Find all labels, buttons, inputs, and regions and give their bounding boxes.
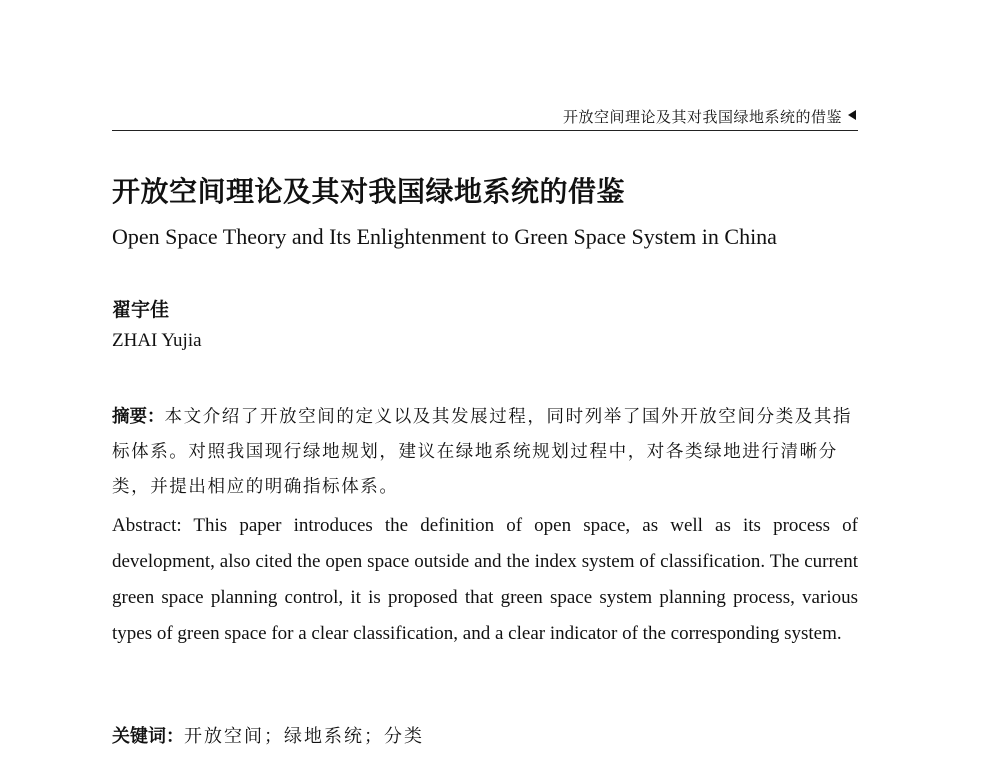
- keywords-text: 开放空间；绿地系统；分类: [184, 726, 424, 747]
- author-english: ZHAI Yujia: [112, 330, 202, 351]
- running-head-text: 开放空间理论及其对我国绿地系统的借鉴: [562, 108, 842, 126]
- abstract-chinese-text: 本文介绍了开放空间的定义以及其发展过程，同时列举了国外开放空间分类及其指标体系。对照我国现行绿地规划，建议在绿地系统规划过程中，对各类绿地进行清晰分类，并提出相应的明确指标体系。: [112, 407, 853, 497]
- running-head-triangle-icon: [848, 110, 856, 120]
- header-rule: [112, 130, 858, 131]
- running-head: [112, 104, 858, 132]
- abstract-english: Abstract: This paper introduces the definition of open space, as well as its process of development, also cited the open space outside and the index system of classification. The current green space planning control, it is proposed that green space system planning process, various types of green space for a clear classification, and a clear indicator of the corresponding system.: [112, 515, 858, 644]
- keywords: [112, 722, 424, 748]
- abstract-chinese: [112, 400, 860, 505]
- title-english: Open Space Theory and Its Enlightenment to Green Space System in China: [112, 224, 777, 249]
- abstract-chinese-label: 摘要：: [112, 407, 165, 427]
- title-chinese: 开放空间理论及其对我国绿地系统的借鉴: [112, 175, 626, 208]
- keywords-label: 关键词：: [112, 726, 184, 747]
- author-chinese: 翟宇佳: [112, 299, 170, 321]
